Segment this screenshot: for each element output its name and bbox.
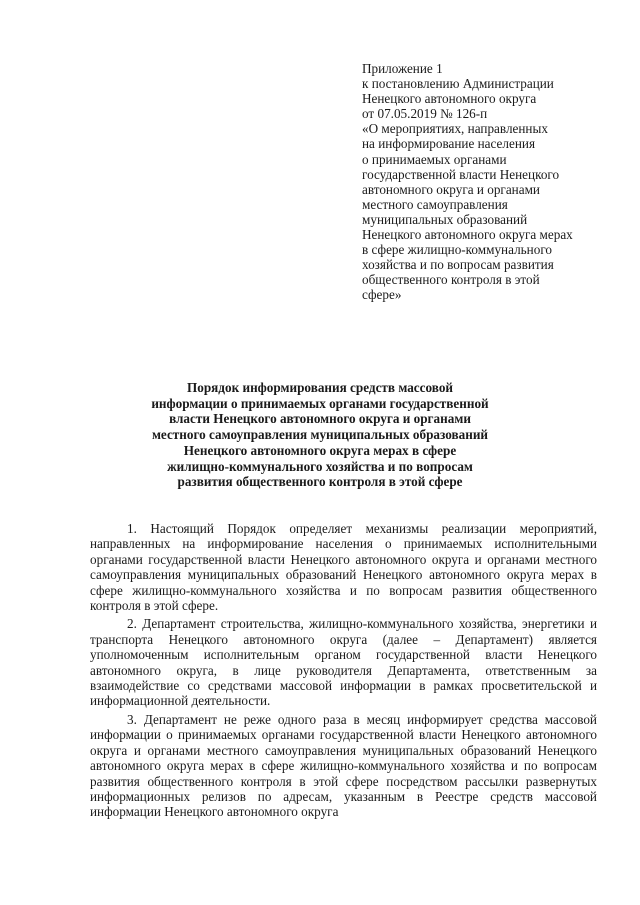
title-line: местного самоуправления муниципальных образований (151, 427, 489, 443)
paragraph-1: 1. Настоящий Порядок определяет механизмы реализации мероприятий, направленных на информирование населения о принимаемых исполнительными органами государственной власти Ненецкого автономного округа и органами местного самоуправления муниципальных образований Ненецкого автономного округа мерах в сфере жилищно-коммунального хозяйства и по вопросам развития общественного контроля в этой сфере. (90, 521, 597, 614)
title-line: жилищно-коммунального хозяйства и по вопросам (167, 458, 473, 474)
appendix-line: местного самоуправления (362, 196, 508, 212)
appendix-line: автономного округа и органами (362, 181, 540, 197)
title-line: власти Ненецкого автономного округа и органами (169, 411, 471, 427)
paragraph-3: 3. Департамент не реже одного раза в месяц информирует средства массовой информации о принимаемых органами государственной власти Ненецкого автономного округа и органами местного самоуправления муниципальных образований Ненецкого автономного округа мерах в сфере жилищно-коммунального хозяйства и по вопросам развития общественного контроля в этой сфере посредством рассылки развернутых информационных релизов по адресам, указанным в Реестре средств массовой информации Ненецкого автономного округа (90, 711, 597, 820)
appendix-line: о принимаемых органами (362, 151, 507, 167)
appendix-line: хозяйства и по вопросам развития (362, 257, 554, 273)
appendix-line: в сфере жилищно-коммунального (362, 242, 552, 258)
appendix-line: общественного контроля в этой (362, 272, 540, 288)
appendix-line: на информирование населения (362, 136, 536, 152)
appendix-line: от 07.05.2019 № 126-п (362, 106, 488, 122)
appendix-line: Ненецкого автономного округа мерах (362, 227, 573, 243)
title-line: развития общественного контроля в этой сфере (177, 474, 463, 490)
appendix-line: Ненецкого автономного округа (362, 91, 537, 107)
paragraph-2: 2. Департамент строительства, жилищно-коммунального хозяйства, энергетики и транспорта Ненецкого автономного округа (далее – Департамент) является уполномоченным исполнительным органом государственной власти Ненецкого автономного округа, в лице руководителя Департамента, ответственным за взаимодействие со средствами массовой информации в рамках просветительской и информационной деятельности. (90, 616, 597, 709)
appendix-line: «О мероприятиях, направленных (362, 121, 548, 137)
appendix-line: Приложение 1 (362, 61, 443, 76)
appendix-line: к постановлению Администрации (362, 76, 554, 92)
document-title (120, 380, 520, 490)
appendix-line: государственной власти Ненецкого (362, 166, 560, 182)
appendix-line: сфере» (362, 287, 402, 303)
title-line: информации о принимаемых органами государственной (151, 395, 489, 411)
appendix-line: муниципальных образований (362, 211, 528, 227)
title-line: Ненецкого автономного округа мерах в сфере (183, 442, 457, 458)
appendix-header (362, 61, 602, 303)
title-line: Порядок информирования средств массовой (186, 380, 454, 395)
document-body (90, 521, 597, 820)
